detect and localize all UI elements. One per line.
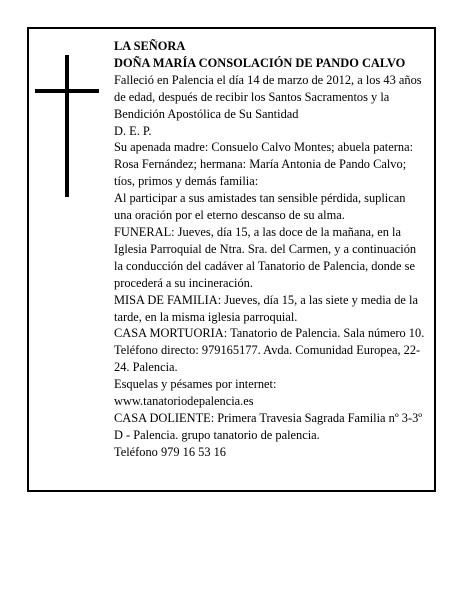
cross-horizontal-bar [35,89,99,93]
prayer-request: Al participar a sus amistades tan sensible pérdida, suplican una oración por el eterno descanso de su alma. [114,191,406,223]
obituary-text [114,38,426,461]
family-members: Su apenada madre: Consuelo Calvo Montes; abuela paterna: Rosa Fernández; hermana: María Antonia de Pando Calvo; tíos, primos y demás familia: [114,140,414,189]
funeral-home-details: CASA MORTUORIA: Tanatorio de Palencia. Sala número 10. Teléfono directo: 979165177. Avda. Comunidad Europea, 22-24. Palencia. [114,326,425,375]
family-mass-details: MISA DE FAMILIA: Jueves, día 15, a las siete y media de la tarde, en la misma iglesia parroquial. [114,292,418,324]
rip-line: D. E. P. [114,123,152,138]
notice-title: LA SEÑORA [114,39,186,53]
cross-vertical-bar [65,55,69,197]
deceased-name: DOÑA MARÍA CONSOLACIÓN DE PANDO CALVO [114,55,406,70]
website-link[interactable]: www.tanatoriodepalencia.es [114,394,254,409]
death-announcement: Falleció en Palencia el día 14 de marzo de 2012, a los 43 años de edad, después de recibir los Santos Sacramentos y la Bendición Apostólica de Su Santidad [114,72,422,121]
contact-phone: Teléfono 979 16 53 16 [114,444,227,459]
family-home-details: CASA DOLIENTE: Primera Travesia Sagrada Familia nº 3-3º D - Palencia. grupo tanatorio de palencia. [114,410,423,442]
cross-icon [35,55,99,197]
internet-condolences-label: Esquelas y pésames por internet: [114,377,277,392]
funeral-details: FUNERAL: Jueves, día 15, a las doce de la mañana, en la Iglesia Parroquial de Ntra. Sra. del Carmen, y a continuación la conducción del cadáver al Tanatorio de Palencia, donde se procederá a su incineración. [114,224,417,290]
